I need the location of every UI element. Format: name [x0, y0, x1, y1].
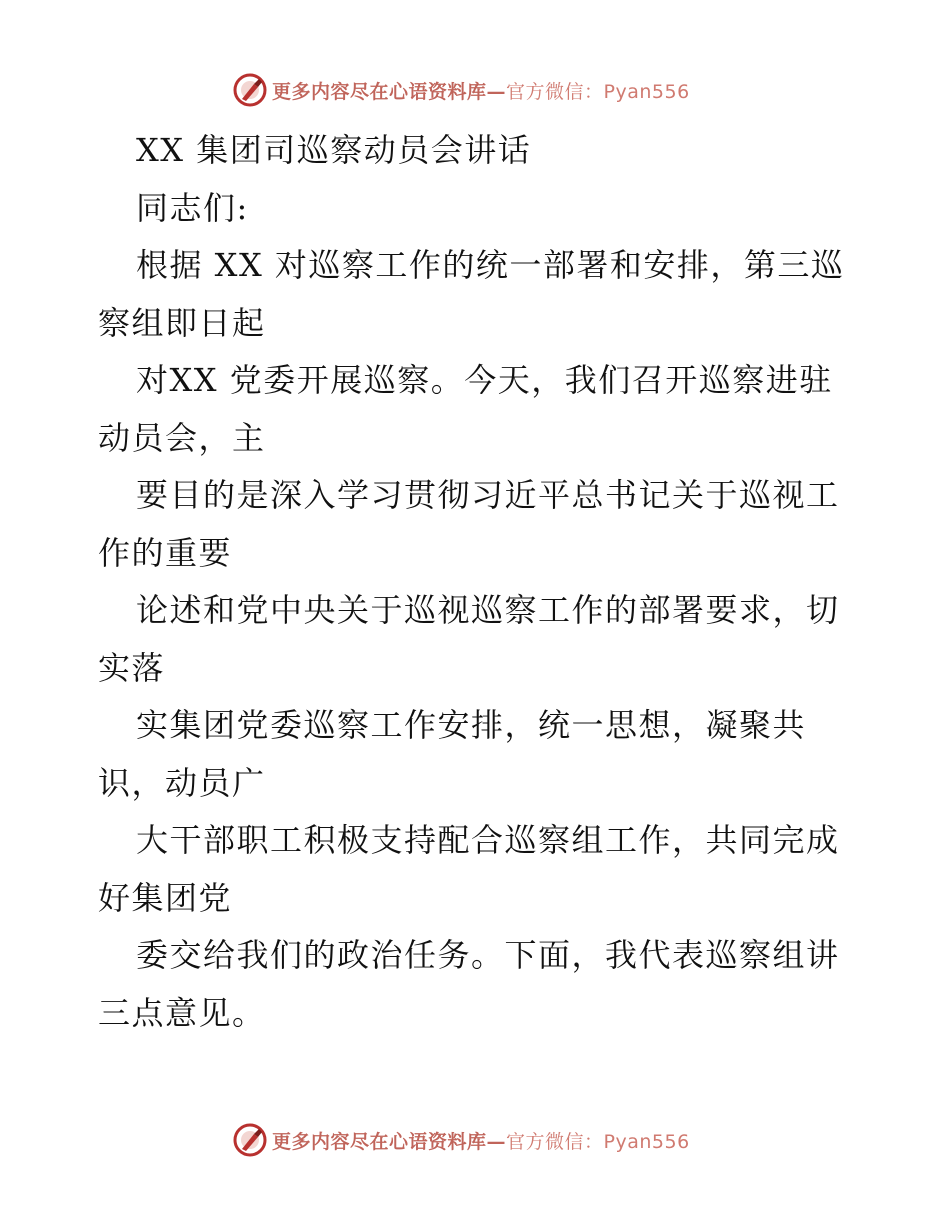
paragraph-line: 好集团党 [98, 878, 233, 917]
banner-main-text: 更多内容尽在心语资料库 [272, 80, 487, 103]
banner-wechat-text: 官方微信：Pyan556 [506, 1130, 690, 1153]
banner-text [272, 1127, 690, 1154]
paragraph-line: 察组即日起 [98, 303, 266, 342]
paragraph-line: 实集团党委巡察工作安排，统一思想，凝聚共 [136, 706, 807, 744]
paragraph-line: 委交给我们的政治任务。下面，我代表巡察组讲 [136, 936, 840, 974]
document-body [98, 122, 858, 1042]
pen-logo-icon [232, 1122, 268, 1158]
banner-text [272, 77, 690, 104]
paragraph-line: 动员会，主 [98, 418, 266, 457]
banner-dash: — [486, 1130, 507, 1153]
footer-banner [232, 1120, 690, 1160]
banner-main-text: 更多内容尽在心语资料库 [272, 1130, 487, 1153]
paragraph-line: 论述和党中央关于巡视巡察工作的部署要求，切 [136, 591, 840, 629]
paragraph-line: 要目的是深入学习贯彻习近平总书记关于巡视工 [136, 476, 840, 514]
paragraph-line: 实落 [98, 648, 166, 687]
paragraph-line: 根据 XX 对巡察工作的统一部署和安排，第三巡 [136, 246, 845, 284]
salutation: 同志们: [136, 188, 249, 227]
paragraph-line: 三点意见。 [98, 993, 266, 1032]
paragraph-line: 识，动员广 [98, 763, 266, 802]
document-title: XX 集团司巡察动员会讲话 [136, 131, 532, 169]
banner-wechat-text: 官方微信：Pyan556 [506, 80, 690, 103]
header-banner [232, 70, 690, 110]
paragraph-line: 作的重要 [98, 533, 233, 572]
pen-logo-icon [232, 72, 268, 108]
banner-dash: — [486, 80, 507, 103]
paragraph-line: 大干部职工积极支持配合巡察组工作，共同完成 [136, 821, 840, 859]
paragraph-line: 对XX 党委开展巡察。今天，我们召开巡察进驻 [136, 361, 833, 399]
